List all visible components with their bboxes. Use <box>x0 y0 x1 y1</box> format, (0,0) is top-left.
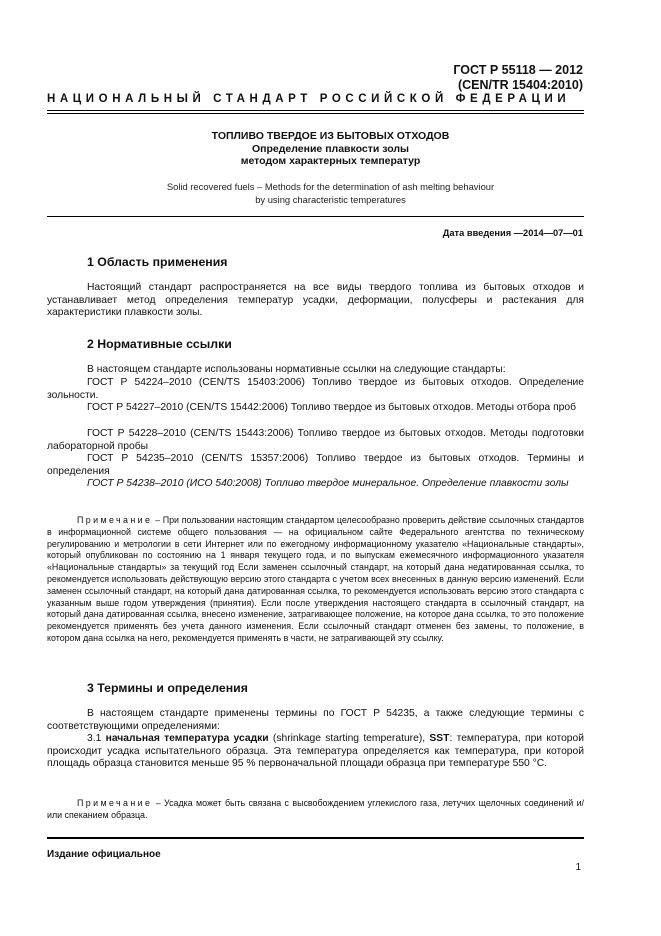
standard-equivalent: (CEN/TR 15404:2010) <box>457 78 583 92</box>
title-line-3: методом характерных температур <box>240 155 421 167</box>
header-rule-top <box>47 110 584 111</box>
english-title-line-1: Solid recovered fuels – Methods for the determination of ash melting behaviour <box>166 181 495 192</box>
title-rule <box>47 216 584 217</box>
edition-label: Издание официальное <box>47 849 161 860</box>
term-definition: 3.1 начальная температура усадки (shrinkage starting temperature), SST: температура, при которой происходит усадка испытательного образца. Эта температура определяется как температура, при которой площадь образца становится меньше 95 % первоначальной площади образца при температуре 550 °С. <box>47 733 585 769</box>
footer-rule <box>47 837 584 839</box>
page-number: 1 <box>575 862 581 873</box>
title-line-1: ТОПЛИВО ТВЕРДОЕ ИЗ БЫТОВЫХ ОТХОДОВ <box>211 130 450 142</box>
section-3-heading: 3 Термины и определения <box>87 681 248 695</box>
reference-item: ГОСТ Р 54224–2010 (CEN/TS 15403:2006) Топливо твердое из бытовых отходов. Определение зольности. <box>47 377 584 401</box>
national-standard-banner: НАЦИОНАЛЬНЫЙ СТАНДАРТ РОССИЙСКОЙ ФЕДЕРАЦИИ <box>47 93 571 105</box>
note-label: Примечание <box>77 515 153 525</box>
note-label: Примечание <box>77 798 153 808</box>
section-2-intro: В настоящем стандарте использованы нормативные ссылки на следующие стандарты: <box>87 364 506 375</box>
section-1-heading: 1 Область применения <box>87 255 228 269</box>
section-3-note: Примечание – Усадка может быть связана с высвобождением углекислого газа, летучих щелочных соединений и/или спеканием образца. <box>47 798 584 820</box>
reference-item: ГОСТ Р 54228–2010 (CEN/TS 15443:2006) Топливо твердое из бытовых отходов. Методы подготовки лабораторной пробы <box>47 428 584 452</box>
reference-item: ГОСТ Р 54227–2010 (CEN/TS 15442:2006) Топливо твердое из бытовых отходов. Методы отбора проб <box>87 402 576 413</box>
standard-number: ГОСТ Р 55118 — 2012 <box>453 63 583 77</box>
section-1-text: Настоящий стандарт распространяется на все виды твердого топлива из бытовых отходов и устанавливает метод определения температур усадки, деформации, полусферы и растекания для характеристики плавкости золы. <box>47 282 584 318</box>
reference-item: ГОСТ Р 54238–2010 (ИСО 540:2008) Топливо твердое минеральное. Определение плавкости золы <box>87 478 569 489</box>
document-title <box>47 130 614 168</box>
section-2-note: Примечание – При пользовании настоящим стандартом целесообразно проверить действие ссылочных стандартов в информационной системе общего пользования — на официальном сайте Федерального агентства по техническому регулированию и метрологии в сети Интернет или по ежегодному информационному указателю «Национальные стандарты», который опубликован по состоянию на 1 января текущего года, и по выпускам ежемесячного информационного указателя «Национальные стандарты» за текущий год Если заменен ссылочный стандарт, на который дана недатированная ссылка, то рекомендуется использовать действующую версию этого стандарта с учетом всех внесенных в данную версию изменений. Если заменен ссылочный стандарт, на который дана датированная ссылка, то рекомендуется использовать версию этого стандарта с указанным выше годом утверждения (принятия). Если после утверждения настоящего стандарта в ссылочный стандарт, на который дана датированная ссылка, внесено изменение, затрагивающее положение, на которое дана ссылка, то это положение рекомендуется применять без учета данного изменения. Если ссылочный стандарт отменен без замены, то положение, в котором дана ссылка на него, рекомендуется применять в части, не затрагивающей эту ссылку. <box>47 515 584 643</box>
english-title-line-2: by using characteristic temperatures <box>255 193 406 205</box>
header-rule-bottom <box>47 113 584 114</box>
term-name: начальная температура усадки <box>105 733 269 744</box>
reference-item: ГОСТ Р 54235–2010 (CEN/TS 15357:2006) Топливо твердое из бытовых отходов. Термины и определения <box>47 453 584 477</box>
english-title <box>47 181 614 206</box>
introduction-date: Дата введения —2014—07—01 <box>442 228 583 238</box>
section-2-heading: 2 Нормативные ссылки <box>87 337 232 351</box>
term-abbreviation: SST <box>429 733 450 744</box>
title-line-2: Определение плавкости золы <box>252 142 409 155</box>
section-3-intro: В настоящем стандарте применены термины по ГОСТ Р 54235, а также следующие термины с соответствующими определениями: <box>47 708 584 732</box>
standard-number-block <box>453 63 583 93</box>
